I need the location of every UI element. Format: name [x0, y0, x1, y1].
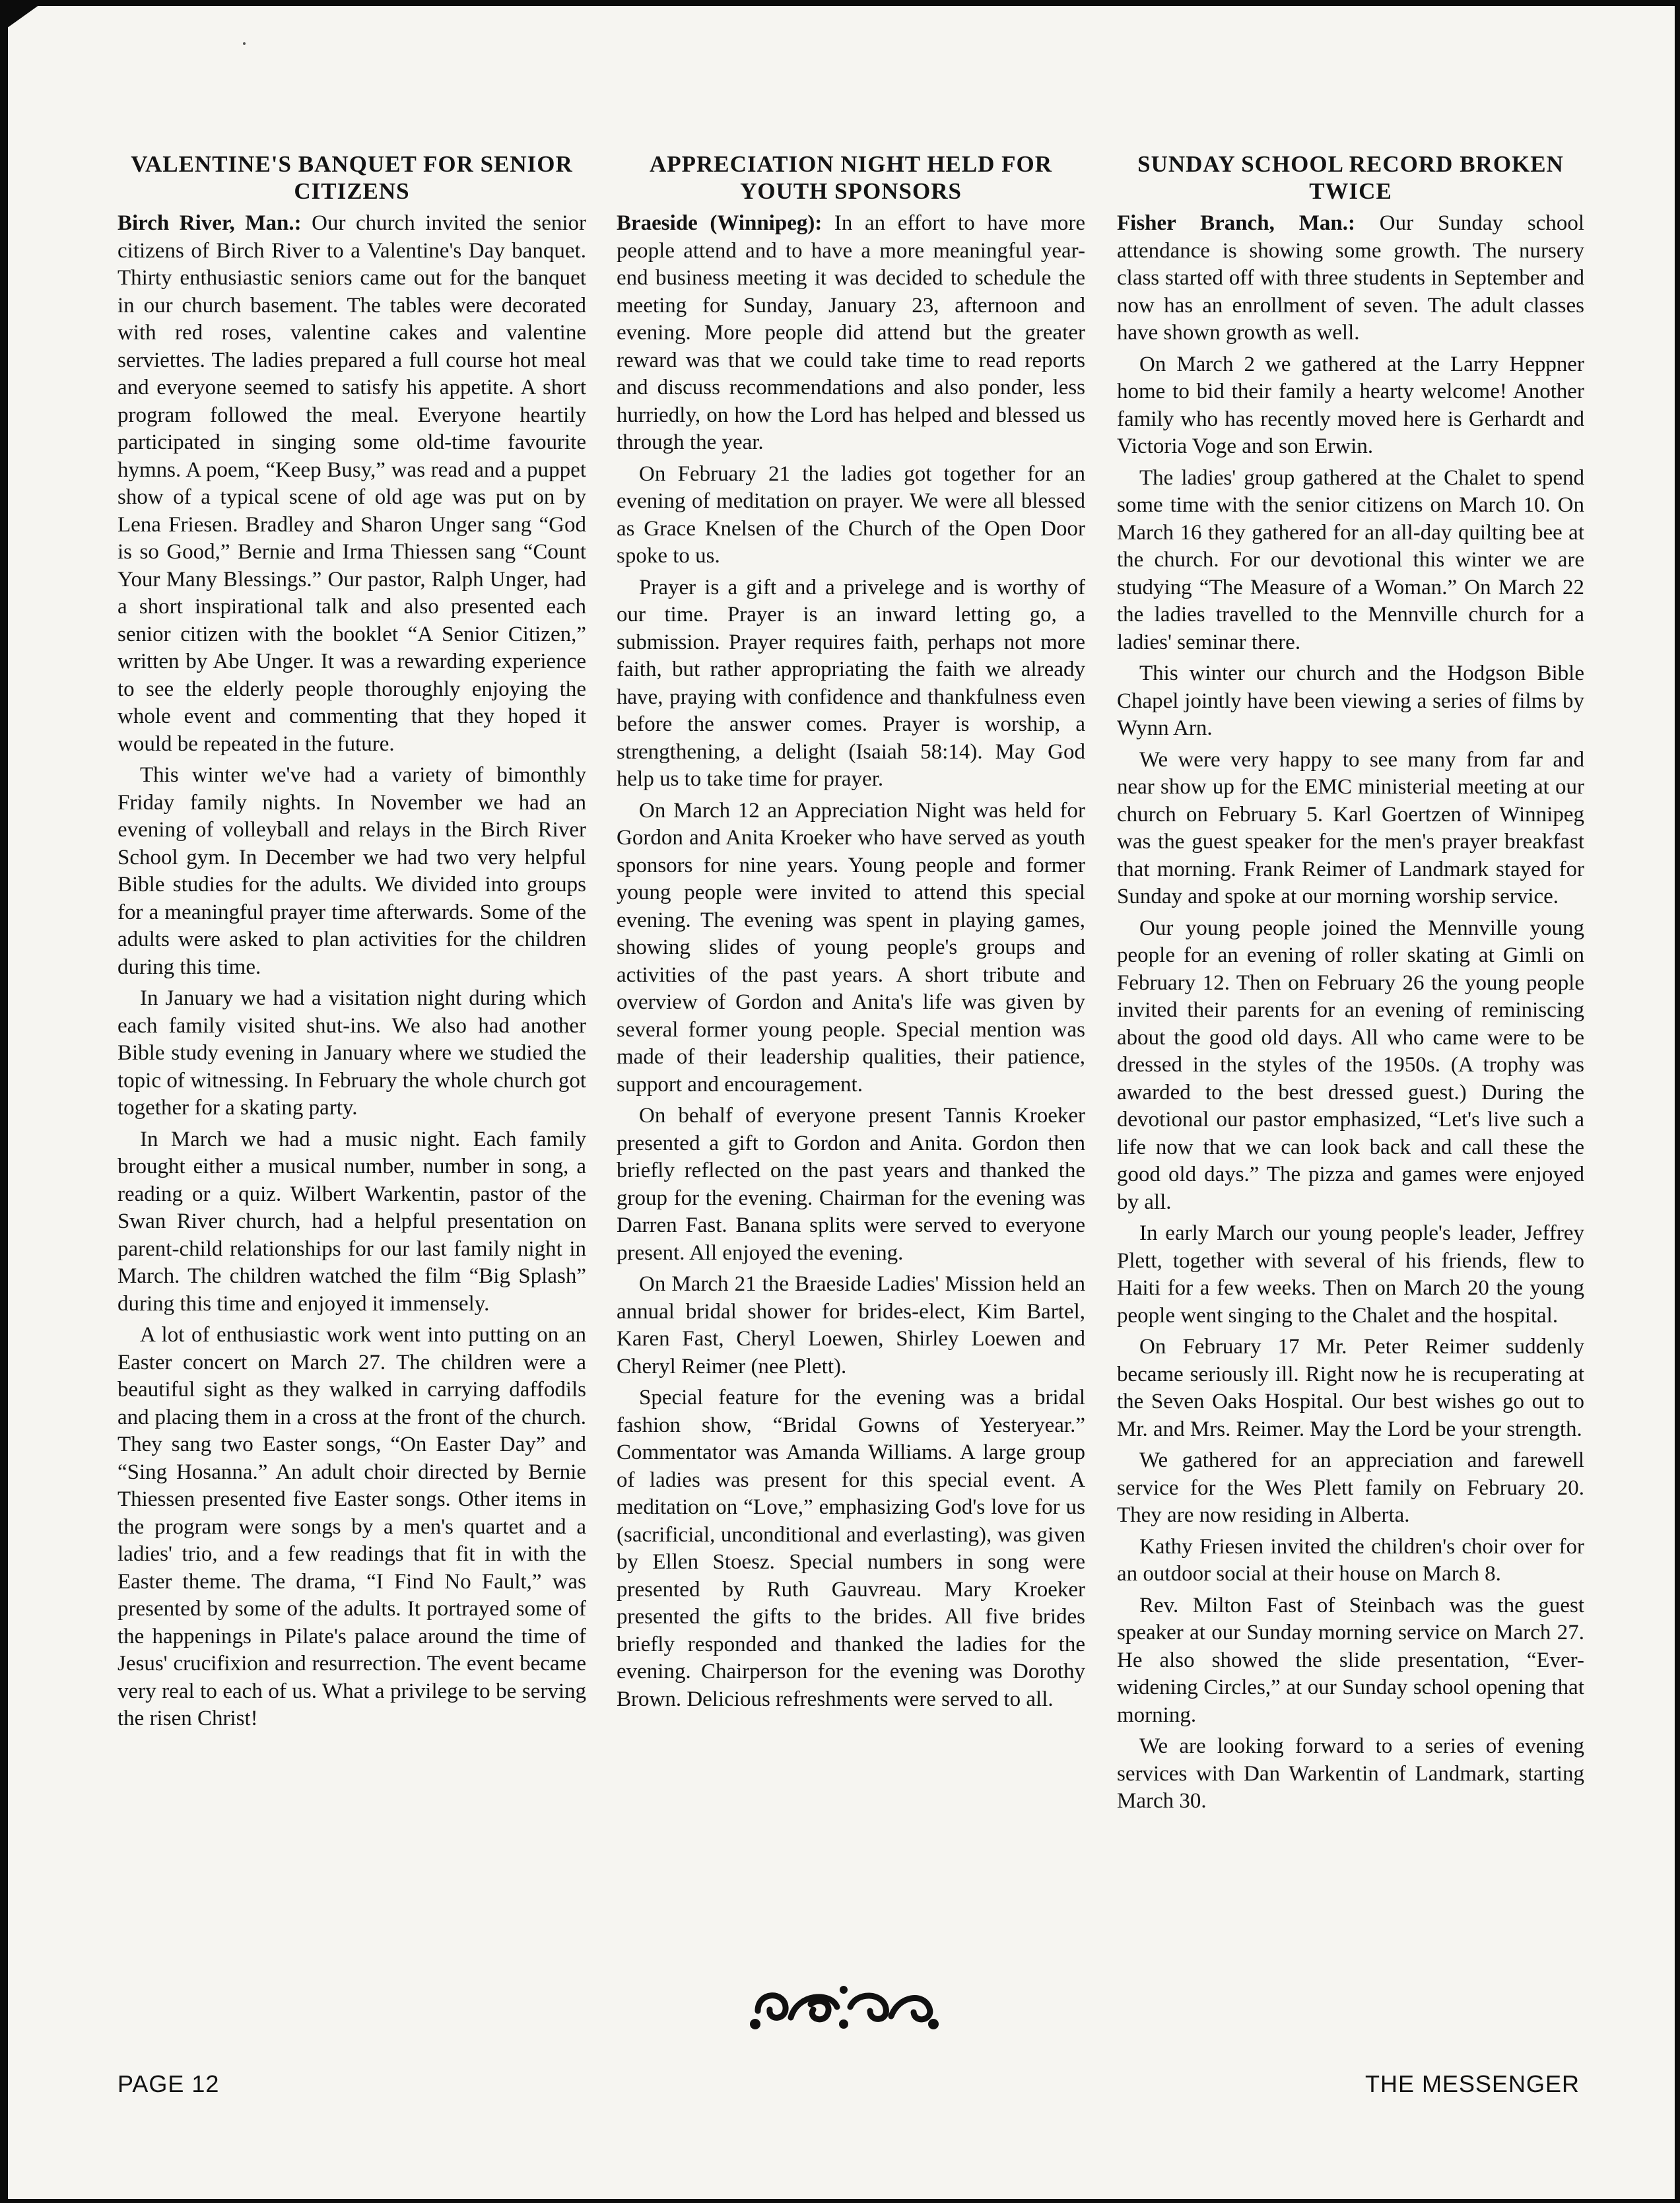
article-headline: SUNDAY SCHOOL RECORD BROKEN TWICE	[1137, 151, 1564, 204]
article-paragraph: The ladies' group gathered at the Chalet to spend some time with the senior citizens on March 10. On March 16 they gathered for an all-day quilting bee at the church. For our devotional this winter we are studying “The Measure of a Woman.” On March 22 the ladies travelled to the Mennville church for a ladies' seminar there.	[1117, 465, 1584, 654]
article-paragraph: On March 12 an Appreciation Night was held for Gordon and Anita Kroeker who have served as youth sponsors for nine years. Young people and former young people were invited to attend this special evening. The evening was spent in playing games, showing slides of young people's groups and activities of the past years. A short tribute and overview of Gordon and Anita's life was given by several former young people. Special mention was made of their leadership qualities, their patience, support and encouragement.	[617, 798, 1085, 1097]
article-appreciation-night	[617, 151, 1085, 1717]
article-lead-paragraph	[1117, 210, 1584, 347]
article-paragraph: In January we had a visitation night during which each family visited shut-ins. We also had another Bible study evening in January where we studied the topic of witnessing. In February the whole church got together for a skating party.	[118, 986, 586, 1120]
article-paragraph: Rev. Milton Fast of Steinbach was the guest speaker at our Sunday morning service on March 27. He also showed the slide presentation, “Ever-widening Circles,” at our Sunday school opening that morning.	[1117, 1593, 1584, 1727]
article-paragraph: On behalf of everyone present Tannis Kroeker presented a gift to Gordon and Anita. Gordon then briefly reflected on the past years and thanked the group for the evening. Chairman for the evening was Darren Fast. Banana splits were served to everyone present. All enjoyed the evening.	[617, 1104, 1085, 1265]
article-paragraph: We were very happy to see many from far and near show up for the EMC ministerial meeting at our church on February 5. Karl Goertzen of Winnipeg was the guest speaker for the men's prayer breakfast that morning. Frank Reimer of Landmark stayed for Sunday and spoke at our morning worship service.	[1117, 747, 1584, 908]
scan-speck	[243, 42, 246, 45]
article-headline: APPRECIATION NIGHT HELD FOR YOUTH SPONSORS	[649, 151, 1053, 204]
paragraph-text: Our Sunday school attendance is showing some growth. The nursery class started off with three students in September and now has an enrollment of seven. The adult classes have shown growth as well.	[1117, 211, 1584, 345]
article-lead-paragraph	[617, 210, 1085, 457]
article-paragraph: On March 21 the Braeside Ladies' Mission held an annual bridal shower for brides-elect, Kim Bartel, Karen Fast, Cheryl Loewen, Shirley Loewen and Cheryl Reimer (nee Plett).	[617, 1272, 1085, 1378]
article-dateline: Birch River, Man.:	[118, 211, 302, 235]
decorative-ornament-icon	[745, 1978, 943, 2035]
article-paragraph: In March we had a music night. Each family brought either a musical number, number in song, a reading or a quiz. Wilbert Warkentin, pastor of the Swan River church, had a helpful presentation on parent-child relationships for our last family night in March. The children watched the film “Big Splash” during this time and enjoyed it immensely.	[118, 1127, 586, 1316]
scan-border-bottom	[0, 2199, 1680, 2203]
article-sunday-school-record	[1117, 151, 1584, 1819]
publication-name: THE MESSENGER	[1364, 2070, 1580, 2097]
article-valentines-banquet	[118, 151, 586, 1737]
paragraph-text: Our church invited the senior citizens of Birch River to a Valentine's Day banquet. Thirty enthusiastic seniors came out for the banquet in our church basement. The tables were decorated with red roses, valentine cakes and valentine serviettes. The ladies prepared a full course hot meal and everyone seemed to satisfy his appetite. A short program followed the meal. Everyone heartily participated in singing some old-time favourite hymns. A poem, “Keep Busy,” was read and a puppet show of a typical scene of old age was put on by Lena Friesen. Bradley and Sharon Unger sang “God is so Good,” Bernie and Irma Thiessen sang “Count Your Many Blessings.” Our pastor, Ralph Unger, had a short inspirational talk and also presented each senior citizen with the booklet “A Senior Citizen,” written by Abe Unger. It was a rewarding experience to see the elderly people thoroughly enjoying the whole event and commenting that they hoped it would be repeated in the future.	[118, 211, 587, 756]
scan-border-left	[0, 0, 8, 2203]
paragraph-text: In an effort to have more people attend and to have a more meaningful year-end business meeting it was decided to schedule the meeting for Sunday, January 23, afternoon and evening. More people did attend but the greater reward was that we could take time to read reports and discuss recommendations and also ponder, less hurriedly, on how the Lord has helped and blessed us through the year.	[617, 211, 1085, 454]
scan-border-right	[1675, 0, 1680, 2203]
article-paragraph: We gathered for an appreciation and farewell service for the Wes Plett family on February 20. They are now residing in Alberta.	[1117, 1448, 1584, 1527]
article-paragraph: On February 21 the ladies got together for an evening of meditation on prayer. We were all blessed as Grace Knelsen of the Church of the Open Door spoke to us.	[617, 461, 1085, 568]
article-paragraph: Special feature for the evening was a bridal fashion show, “Bridal Gowns of Yesteryear.” Commentator was Amanda Williams. A large group of ladies was present for this special event. A meditation on “Love,” emphasizing God's love for us (sacrificial, unconditional and everlasting), was given by Ellen Stoesz. Special numbers in song were presented by Ruth Gauvreau. Mary Kroeker presented the gifts to the brides. All five brides briefly responded and thanked the ladies for the evening. Chairperson for the evening was Dorothy Brown. Delicious refreshments were served to all.	[617, 1386, 1085, 1711]
article-paragraph: On February 17 Mr. Peter Reimer suddenly became seriously ill. Right now he is recuperating at the Seven Oaks Hospital. Our best wishes go out to Mr. and Mrs. Reimer. May the Lord be your strength.	[1117, 1335, 1584, 1441]
article-paragraph: In early March our young people's leader, Jeffrey Plett, together with several of his friends, flew to Haiti for a few weeks. Then on March 20 the young people went singing to the Chalet and the hospital.	[1117, 1221, 1584, 1328]
article-paragraph: Kathy Friesen invited the children's choir over for an outdoor social at their house on March 8.	[1117, 1534, 1584, 1586]
article-headline: VALENTINE'S BANQUET FOR SENIOR CITIZENS	[131, 151, 573, 204]
article-paragraph: We are looking forward to a series of evening services with Dan Warkentin of Landmark, starting March 30.	[1117, 1734, 1584, 1813]
article-dateline: Braeside (Winnipeg):	[617, 211, 823, 235]
article-paragraph: Prayer is a gift and a privelege and is worthy of our time. Prayer is an inward letting go, a submission. Prayer requires faith, perhaps not more faith, but rather appropriating the faith we already have, praying with confidence and thankfulness even before the answer comes. Prayer is worship, a strengthening, a delight (Isaiah 58:14). May God help us to take time for prayer.	[617, 575, 1085, 791]
article-paragraph: This winter our church and the Hodgson Bible Chapel jointly have been viewing a series of films by Wynn Arn.	[1117, 661, 1584, 740]
scan-border-top	[0, 0, 1680, 6]
article-paragraph: This winter we've had a variety of bimonthly Friday family nights. In November we had an evening of volleyball and relays in the Birch River School gym. In December we had two very helpful Bible studies for the adults. We divided into groups for a meaningful prayer time afterwards. Some of the adults were asked to plan activities for the children during this time.	[118, 763, 586, 979]
article-lead-paragraph	[118, 210, 586, 758]
scan-corner-fold	[0, 0, 46, 33]
page-number: PAGE 12	[118, 2070, 220, 2097]
article-paragraph: Our young people joined the Mennville young people for an evening of roller skating at Gimli on February 12. Then on February 26 the young people invited their parents for an evening of reminiscing about the good old days. All who came were to be dressed in the styles of the 1950s. (A trophy was awarded to the best dressed guest.) During the devotional our pastor emphasized, “Let's live such a life now that we can look back and call these the good old days.” The pizza and games were enjoyed by all.	[1117, 916, 1584, 1214]
article-paragraph: On March 2 we gathered at the Larry Heppner home to bid their family a hearty welcome! Another family who has recently moved here is Gerhardt and Victoria Voge and son Erwin.	[1117, 352, 1584, 458]
article-dateline: Fisher Branch, Man.:	[1117, 211, 1355, 235]
article-paragraph: A lot of enthusiastic work went into putting on an Easter concert on March 27. The children were a beautiful sight as they walked in carrying daffodils and placing them in a cross at the front of the church. They sang two Easter songs, “On Easter Day” and “Sing Hosanna.” An adult choir directed by Bernie Thiessen presented five Easter songs. Other items in the program were songs by a men's quartet and a ladies' trio, and a few readings that fit in with the Easter theme. The drama, “I Find No Fault,” was presented by some of the adults. It portrayed some of the happenings in Pilate's palace around the time of Jesus' crucifixion and resurrection. The event became very real to each of us. What a privilege to be serving the risen Christ!	[118, 1323, 586, 1730]
